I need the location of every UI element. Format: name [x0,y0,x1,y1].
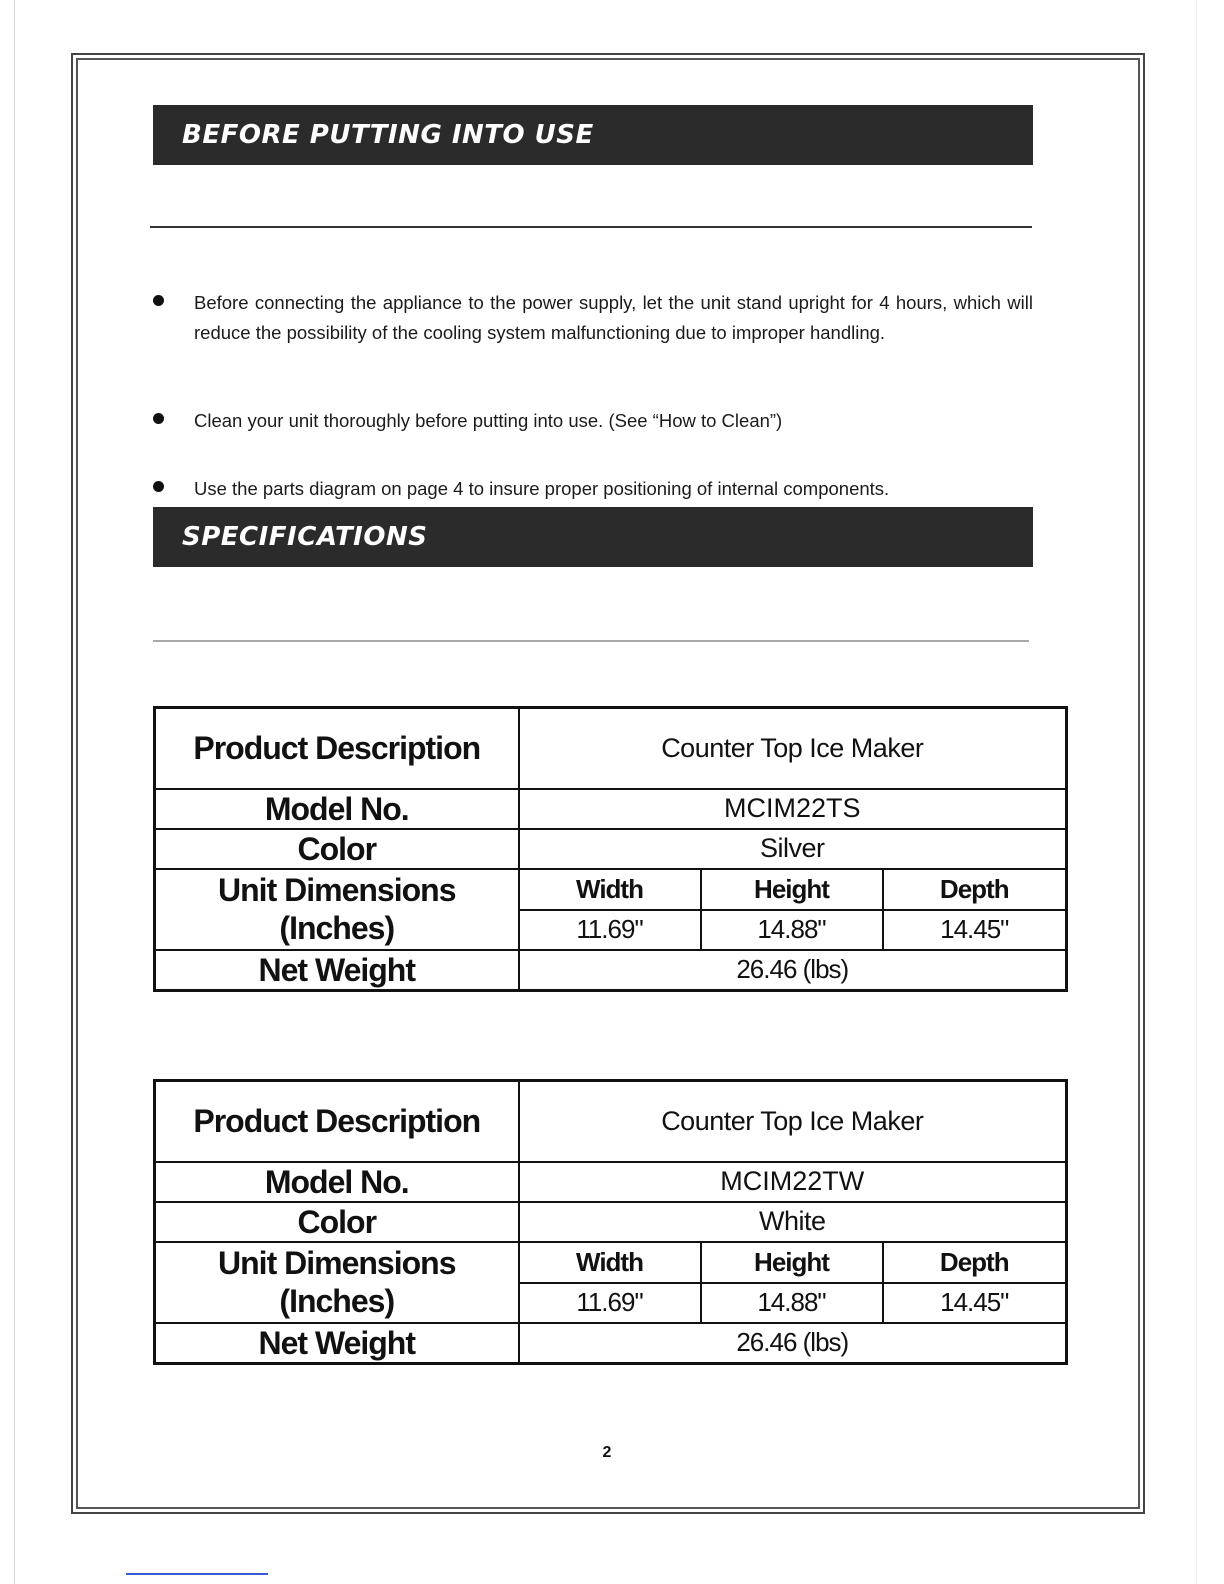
label-model-no: Model No. [155,1162,519,1202]
bullet-icon [153,481,164,492]
label-unit-dimensions [155,1242,519,1323]
list-item [153,474,1033,504]
label-color: Color [155,829,519,869]
list-item-text: Use the parts diagram on page 4 to insure proper positioning of internal components. [194,478,890,499]
header-depth: Depth [883,1242,1067,1283]
spec-table-silver [153,706,1068,992]
value-product-description: Counter Top Ice Maker [519,1081,1067,1162]
section-title-before-use: BEFORE PUTTING INTO USE [153,105,1033,165]
header-depth: Depth [883,869,1067,910]
value-net-weight: 26.46 (lbs) [519,950,1067,991]
label-net-weight: Net Weight [155,950,519,991]
label-net-weight: Net Weight [155,1323,519,1364]
label-product-description: Product Description [155,1081,519,1162]
value-color: Silver [519,829,1067,869]
label-unit-dimensions-line2: (Inches) [279,910,395,946]
section-title-specifications: SPECIFICATIONS [153,507,1033,567]
value-net-weight: 26.46 (lbs) [519,1323,1067,1364]
header-height: Height [701,869,883,910]
list-item-text: Before connecting the appliance to the power supply, let the unit stand upright for 4 hours, which will reduce the possibility of the cooling system malfunctioning due to improper handling. [194,292,1033,343]
value-height: 14.88" [701,910,883,950]
value-model-no: MCIM22TW [519,1162,1067,1202]
list-item [153,406,1033,436]
divider [150,226,1032,228]
list-item [153,288,1033,348]
value-height: 14.88" [701,1283,883,1323]
value-depth: 14.45" [883,910,1067,950]
page-edge-right [1196,0,1197,1584]
label-unit-dimensions-line2: (Inches) [279,1283,395,1319]
value-color: White [519,1202,1067,1242]
bullet-icon [153,295,164,306]
list-item-text: Clean your unit thoroughly before putting into use. (See “How to Clean”) [194,410,783,431]
header-width: Width [519,1242,701,1283]
spec-table-white [153,1079,1068,1365]
header-height: Height [701,1242,883,1283]
value-width: 11.69" [519,1283,701,1323]
label-unit-dimensions-line1: Unit Dimensions [218,872,456,908]
label-product-description: Product Description [155,708,519,789]
header-width: Width [519,869,701,910]
label-unit-dimensions-line1: Unit Dimensions [218,1245,456,1281]
divider [153,640,1029,642]
label-unit-dimensions [155,869,519,950]
value-width: 11.69" [519,910,701,950]
page-number: 2 [602,1444,612,1461]
value-depth: 14.45" [883,1283,1067,1323]
page-edge-left [14,0,15,1584]
value-product-description: Counter Top Ice Maker [519,708,1067,789]
link-underline[interactable] [126,1573,268,1575]
value-model-no: MCIM22TS [519,789,1067,829]
label-model-no: Model No. [155,789,519,829]
label-color: Color [155,1202,519,1242]
bullet-icon [153,413,164,424]
